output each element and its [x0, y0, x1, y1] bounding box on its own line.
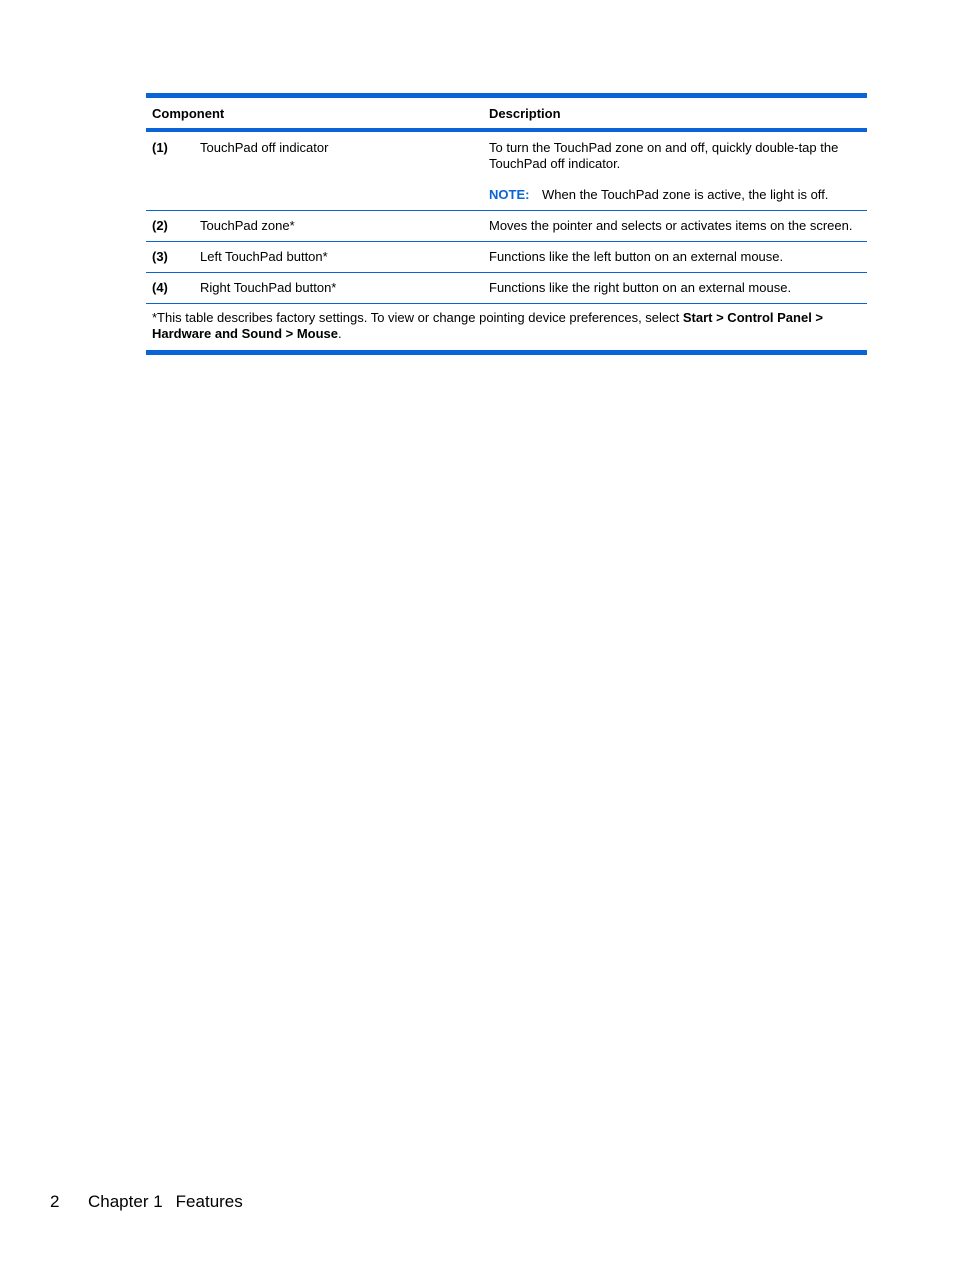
- row-description: Functions like the left button on an external mouse.: [489, 249, 784, 264]
- row-number: (1): [152, 140, 168, 155]
- footnote-text: *This table describes factory settings. To view or change pointing device preferences, select: [152, 310, 683, 325]
- page-footer: [50, 1192, 243, 1212]
- row-description: To turn the TouchPad zone on and off, quickly double-tap the TouchPad off indicator.: [489, 140, 839, 171]
- header-component: Component: [152, 105, 225, 121]
- row-component: Right TouchPad button*: [200, 280, 337, 295]
- row-number: (3): [152, 249, 168, 264]
- table-row: [146, 132, 867, 210]
- row-description: Functions like the right button on an external mouse.: [489, 280, 792, 295]
- header-description: Description: [489, 105, 561, 121]
- page-number: 2: [50, 1192, 60, 1211]
- row-number: (4): [152, 280, 168, 295]
- note-label: NOTE:: [489, 187, 530, 202]
- row-description: Moves the pointer and selects or activates items on the screen.: [489, 218, 853, 233]
- table-row: [146, 242, 867, 272]
- header-separator: [482, 98, 483, 128]
- footnote-path: Start > Control Panel > Hardware and Sound > Mouse: [152, 310, 824, 341]
- table-header: [146, 98, 867, 128]
- table-row: [146, 273, 867, 303]
- row-number: (2): [152, 218, 168, 233]
- table-bottom-rule: [146, 350, 867, 355]
- footer-chapter: Chapter 1: [88, 1192, 163, 1211]
- note: [489, 187, 861, 203]
- row-component: TouchPad zone*: [200, 218, 295, 233]
- footer-title: Features: [175, 1192, 243, 1211]
- row-component: Left TouchPad button*: [200, 249, 328, 264]
- row-component: TouchPad off indicator: [200, 140, 329, 155]
- table-row: [146, 211, 867, 241]
- footnote-end: .: [338, 326, 342, 341]
- table-footnote: [146, 304, 867, 350]
- component-table: [146, 93, 867, 355]
- note-text: When the TouchPad zone is active, the light is off.: [542, 187, 829, 202]
